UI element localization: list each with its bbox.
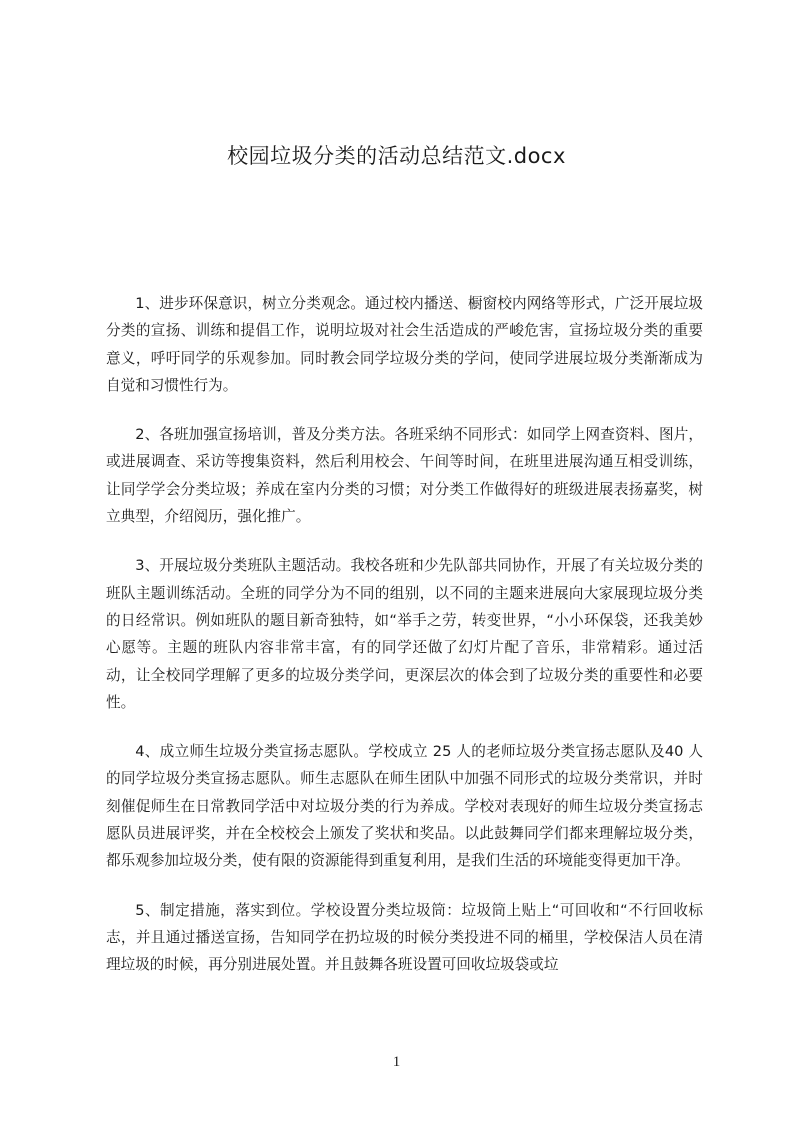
page-title: 校园垃圾分类的活动总结范文.docx — [227, 144, 566, 168]
paragraph: 5、制定措施，落实到位。学校设置分类垃圾筒：垃圾筒上贴上“可回收和“不行回收标志，并且通过播送宣扬，告知同学在扔垃圾的时候分类投进不同的桶里，学校保洁人员在清理垃圾的时候，再分别进展处置。并且鼓舞各班设置可回收垃圾袋或垃 — [106, 901, 703, 974]
paragraph: 4、成立师生垃圾分类宣扬志愿队。学校成立 25 人的老师垃圾分类宣扬志愿队及40 人的同学垃圾分类宣扬志愿队。师生志愿队在师生团队中加强不同形式的垃圾分类常识，并时刻催促师生在日常教同学活中对垃圾分类的行为养成。学校对表现好的师生垃圾分类宣扬志愿队员进展评奖，并在全校校会上颁发了奖状和奖品。以此鼓舞同学们都来理解垃圾分类，都乐观参加垃圾分类，使有限的资源能得到重复利用，是我们生活的环境能变得更加干净。 — [106, 743, 703, 870]
document-body — [106, 290, 703, 1001]
paragraph: 2、各班加强宣扬培训，普及分类方法。各班采纳不同形式：如同学上网查资料、图片，或进展调查、采访等搜集资料，然后利用校会、午间等时间，在班里进展沟通互相受训练，让同学学会分类垃圾；养成在室内分类的习惯；对分类工作做得好的班级进展表扬嘉奖，树立典型，介绍阅历，强化推广。 — [106, 426, 703, 526]
paragraph: 3、开展垃圾分类班队主题活动。我校各班和少先队部共同协作，开展了有关垃圾分类的班队主题训练活动。全班的同学分为不同的组别，以不同的主题来进展向大家展现垃圾分类的日经常识。例如班队的题目新奇独特，如“举手之劳，转变世界，“小小环保袋，还我美妙心愿等。主题的班队内容非常丰富，有的同学还做了幻灯片配了音乐，非常精彩。通过活动，让全校同学理解了更多的垃圾分类学问，更深层次的体会到了垃圾分类的重要性和必要性。 — [106, 557, 703, 711]
page-number: 1 — [392, 1054, 401, 1070]
paragraph: 1、进步环保意识，树立分类观念。通过校内播送、橱窗校内网络等形式，广泛开展垃圾分类的宣扬、训练和提倡工作，说明垃圾对社会生活造成的严峻危害，宣扬垃圾分类的重要意义，呼吁同学的乐观参加。同时教会同学垃圾分类的学问，使同学进展垃圾分类渐渐成为自觉和习惯性行为。 — [106, 295, 703, 394]
